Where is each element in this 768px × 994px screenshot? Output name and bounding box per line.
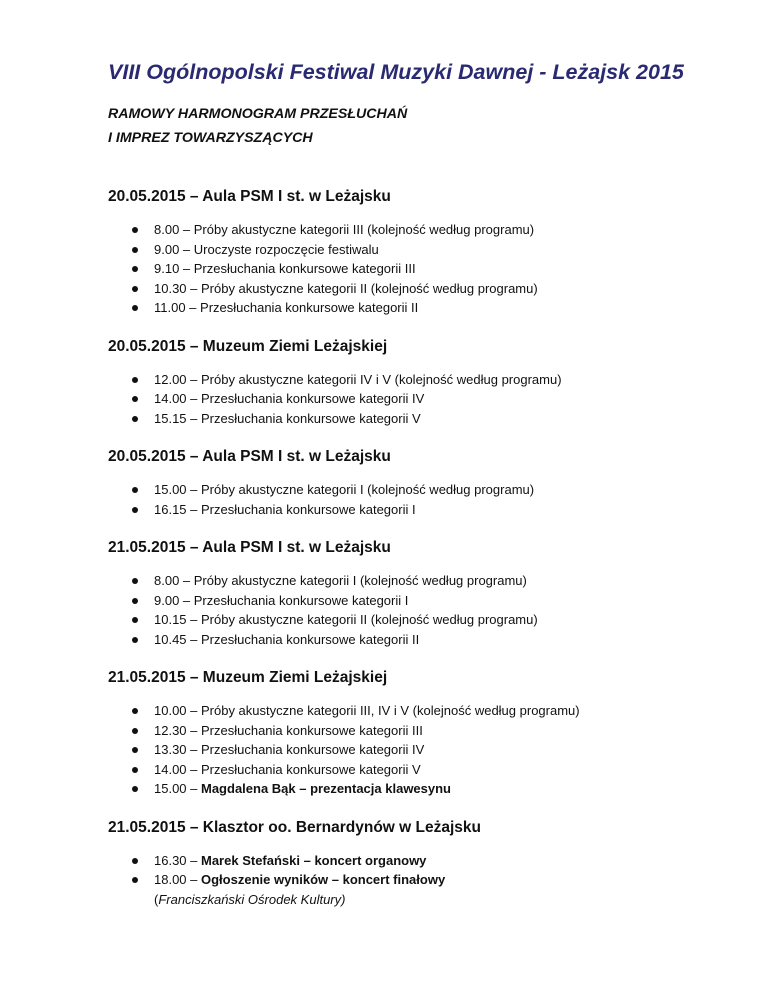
bullet-icon xyxy=(132,747,138,753)
schedule-item-text: 8.00 – Próby akustyczne kategorii I (kolejność według programu) xyxy=(154,573,527,588)
schedule-item xyxy=(108,851,728,871)
bullet-icon xyxy=(132,767,138,773)
schedule-item-text: 9.00 – Przesłuchania konkursowe kategorii I xyxy=(154,592,409,608)
schedule-list xyxy=(108,571,728,649)
schedule-section xyxy=(108,667,728,799)
bullet-icon xyxy=(132,877,138,883)
venue-note-text: Franciszkański Ośrodek Kultury) xyxy=(158,891,346,907)
bullet-icon xyxy=(132,396,138,402)
schedule-item-text: 16.15 – Przesłuchania konkursowe kategorii I xyxy=(154,501,416,517)
document-page xyxy=(108,58,728,909)
schedule-section xyxy=(108,336,728,429)
schedule-item-text: 14.00 – Przesłuchania konkursowe kategorii IV xyxy=(154,391,425,406)
venue-note xyxy=(108,890,728,909)
schedule-item xyxy=(108,480,728,500)
bullet-icon xyxy=(132,617,138,623)
bullet-icon xyxy=(132,416,138,422)
schedule-item xyxy=(108,409,728,429)
schedule-list xyxy=(108,220,728,318)
schedule-list xyxy=(108,480,728,519)
schedule-item xyxy=(108,298,728,318)
schedule-item-text: 9.10 – Przesłuchania konkursowe kategorii III xyxy=(154,261,416,276)
schedule-item-text: 18.00 – xyxy=(154,872,201,887)
schedule-section xyxy=(108,446,728,519)
schedule-item xyxy=(108,721,728,741)
bullet-icon xyxy=(132,708,138,714)
bullet-icon xyxy=(132,266,138,272)
schedule-list xyxy=(108,370,728,429)
schedule-item xyxy=(108,610,728,630)
schedule-list xyxy=(108,851,728,890)
schedule-item-text: 15.00 – Próby akustyczne kategorii I (kolejność według programu) xyxy=(154,482,535,497)
schedule-item xyxy=(108,240,728,260)
schedule-section xyxy=(108,186,728,318)
schedule-item xyxy=(108,701,728,721)
schedule-item xyxy=(108,220,728,240)
schedule-item xyxy=(108,279,728,299)
bullet-icon xyxy=(132,578,138,584)
schedule-sections xyxy=(108,186,728,909)
schedule-item xyxy=(108,760,728,780)
schedule-item-text: 12.00 – Próby akustyczne kategorii IV i V (kolejność według programu) xyxy=(154,371,562,387)
section-heading: 21.05.2015 – Klasztor oo. Bernardynów w Leżajsku xyxy=(108,818,482,836)
bullet-icon xyxy=(132,286,138,292)
schedule-item-text: 15.15 – Przesłuchania konkursowe kategorii V xyxy=(154,410,421,426)
section-heading: 20.05.2015 – Aula PSM I st. w Leżajsku xyxy=(108,448,391,465)
schedule-item xyxy=(108,389,728,409)
schedule-item xyxy=(108,779,728,799)
schedule-item-event: Marek Stefański – koncert organowy xyxy=(201,852,427,868)
schedule-item xyxy=(108,591,728,611)
schedule-section xyxy=(108,817,728,909)
schedule-item xyxy=(108,500,728,520)
schedule-item-text: 9.00 – Uroczyste rozpoczęcie festiwalu xyxy=(154,241,379,257)
schedule-item-text: 16.30 – xyxy=(154,852,201,868)
section-heading: 20.05.2015 – Muzeum Ziemi Leżajskiej xyxy=(108,337,388,355)
bullet-icon xyxy=(132,728,138,734)
schedule-item-text: 10.15 – Próby akustyczne kategorii II (kolejność według programu) xyxy=(154,612,538,627)
schedule-item xyxy=(108,630,728,650)
venue-note-paren: ( xyxy=(154,891,159,907)
bullet-icon xyxy=(132,247,138,253)
bullet-icon xyxy=(132,786,138,792)
section-heading: 21.05.2015 – Muzeum Ziemi Leżajskiej xyxy=(108,669,388,686)
document-subtitle xyxy=(108,102,728,150)
schedule-item xyxy=(108,370,728,390)
schedule-item-text: 10.00 – Próby akustyczne kategorii III, IV i V (kolejność według programu) xyxy=(154,703,580,718)
document-title: VIII Ogólnopolski Festiwal Muzyki Dawnej - Leżajsk 2015 xyxy=(108,60,684,84)
schedule-item-event: Ogłoszenie wyników – koncert finałowy xyxy=(201,872,446,887)
bullet-icon xyxy=(132,598,138,604)
schedule-item-text: 13.30 – Przesłuchania konkursowe kategorii IV xyxy=(154,742,425,757)
schedule-item-text: 10.45 – Przesłuchania konkursowe kategorii II xyxy=(154,631,420,647)
schedule-item-text: 10.30 – Próby akustyczne kategorii II (kolejność według programu) xyxy=(154,280,538,296)
schedule-item-event: Magdalena Bąk – prezentacja klawesynu xyxy=(201,781,451,796)
schedule-item xyxy=(108,870,728,890)
schedule-item xyxy=(108,259,728,279)
schedule-list xyxy=(108,701,728,799)
schedule-item-text: 12.30 – Przesłuchania konkursowe kategorii III xyxy=(154,722,423,738)
bullet-icon xyxy=(132,858,138,864)
subtitle-line-2: I IMPREZ TOWARZYSZĄCYCH xyxy=(108,130,313,146)
schedule-item-text: 11.00 – Przesłuchania konkursowe kategorii II xyxy=(154,300,419,315)
bullet-icon xyxy=(132,227,138,233)
bullet-icon xyxy=(132,507,138,513)
bullet-icon xyxy=(132,305,138,311)
schedule-item xyxy=(108,740,728,760)
section-heading: 20.05.2015 – Aula PSM I st. w Leżajsku xyxy=(108,188,391,205)
section-heading: 21.05.2015 – Aula PSM I st. w Leżajsku xyxy=(108,539,391,556)
schedule-item-text: 8.00 – Próby akustyczne kategorii III (kolejność według programu) xyxy=(154,222,535,237)
schedule-item-text: 15.00 – xyxy=(154,781,201,796)
bullet-icon xyxy=(132,637,138,643)
schedule-section xyxy=(108,537,728,649)
bullet-icon xyxy=(132,487,138,493)
subtitle-line-1: RAMOWY HARMONOGRAM PRZESŁUCHAŃ xyxy=(108,106,408,122)
bullet-icon xyxy=(132,377,138,383)
schedule-item xyxy=(108,571,728,591)
schedule-item-text: 14.00 – Przesłuchania konkursowe kategorii V xyxy=(154,761,421,777)
